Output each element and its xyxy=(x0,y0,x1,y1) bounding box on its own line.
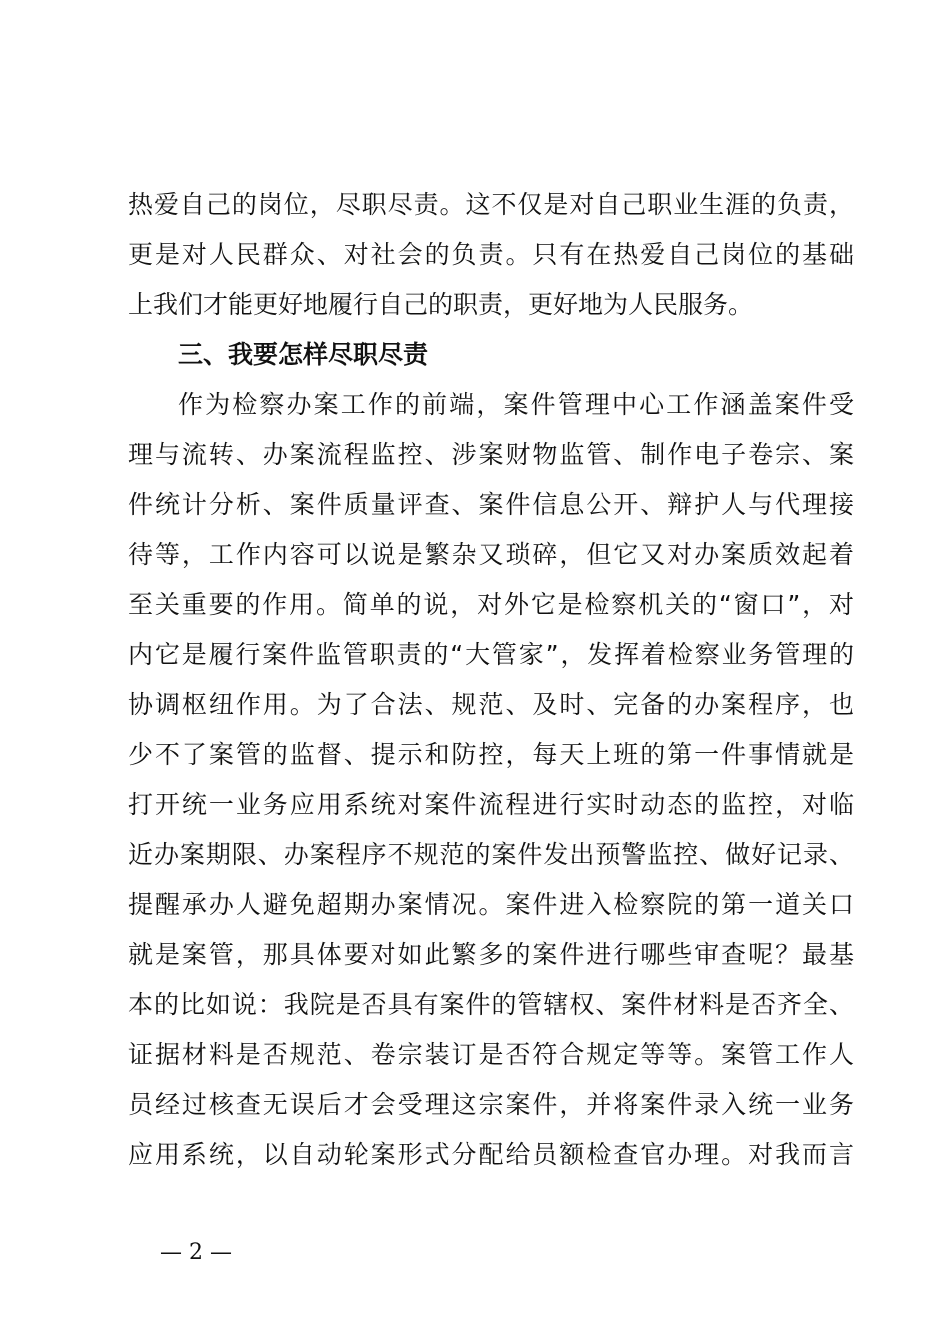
paragraph-2-line-8: 少不了案管的监督、提示和防控，每天上班的第一件事情就是 xyxy=(128,740,854,769)
paragraph-2-line-5: 至关重要的作用。简单的说，对外它是检察机关的“窗口”，对 xyxy=(128,590,854,619)
paragraph-1-line-2: 更是对人民群众、对社会的负责。只有在热爱自己岗位的基础 xyxy=(128,240,854,269)
paragraph-2-line-12: 就是案管，那具体要对如此繁多的案件进行哪些审查呢？最基 xyxy=(128,940,854,969)
section-heading: 三、我要怎样尽职尽责 xyxy=(178,340,429,369)
paragraph-2-line-14: 证据材料是否规范、卷宗装订是否符合规定等等。案管工作人 xyxy=(128,1040,854,1069)
paragraph-2-line-4: 待等，工作内容可以说是繁杂又琐碎，但它又对办案质效起着 xyxy=(128,540,854,569)
page-number: — 2 — xyxy=(160,1240,232,1265)
paragraph-2-line-11: 提醒承办人避免超期办案情况。案件进入检察院的第一道关口 xyxy=(128,890,854,919)
paragraph-2-line-3: 件统计分析、案件质量评查、案件信息公开、辩护人与代理接 xyxy=(128,490,854,519)
paragraph-2-line-6: 内它是履行案件监管职责的“大管家”，发挥着检察业务管理的 xyxy=(128,640,854,669)
paragraph-2-line-2: 理与流转、办案流程监控、涉案财物监管、制作电子卷宗、案 xyxy=(128,440,854,469)
paragraph-2-line-9: 打开统一业务应用系统对案件流程进行实时动态的监控，对临 xyxy=(128,790,854,819)
paragraph-2-line-13: 本的比如说：我院是否具有案件的管辖权、案件材料是否齐全、 xyxy=(128,990,854,1019)
paragraph-2-line-10: 近办案期限、办案程序不规范的案件发出预警监控、做好记录、 xyxy=(128,840,854,869)
paragraph-2-line-16: 应用系统，以自动轮案形式分配给员额检查官办理。对我而言 xyxy=(128,1140,854,1169)
paragraph-1-line-1: 热爱自己的岗位，尽职尽责。这不仅是对自己职业生涯的负责， xyxy=(128,190,854,219)
paragraph-1-line-3: 上我们才能更好地履行自己的职责，更好地为人民服务。 xyxy=(128,290,754,319)
paragraph-2-line-1: 作为检察办案工作的前端，案件管理中心工作涵盖案件受 xyxy=(178,390,854,419)
paragraph-2-line-7: 协调枢纽作用。为了合法、规范、及时、完备的办案程序，也 xyxy=(128,690,854,719)
paragraph-2-line-15: 员经过核查无误后才会受理这宗案件，并将案件录入统一业务 xyxy=(128,1090,854,1119)
